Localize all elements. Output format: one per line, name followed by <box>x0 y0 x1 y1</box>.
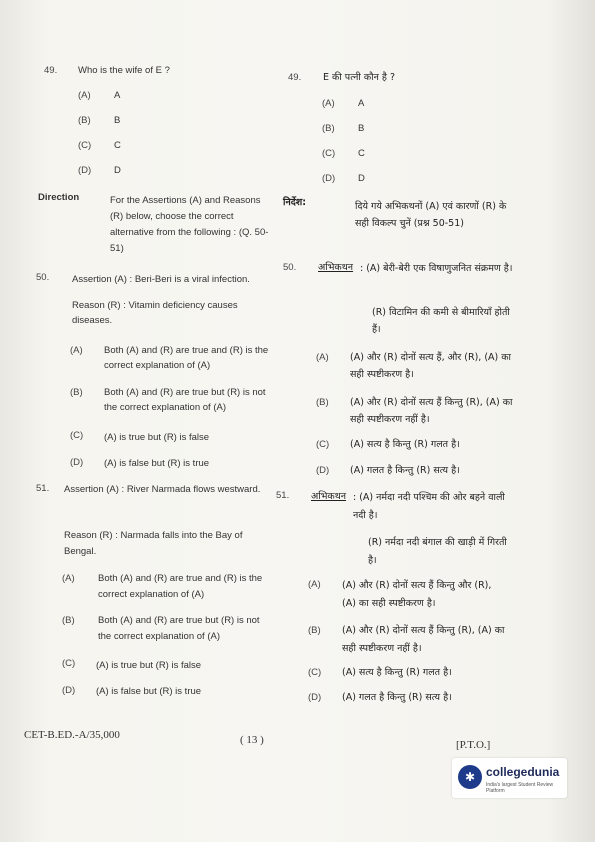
q49-hi-opt-a: A <box>358 98 365 109</box>
q49-en-opt-c-label: (C) <box>78 140 92 151</box>
q50-hi-opt-a: (A) और (R) दोनों सत्य हैं, और (R), (A) का सही स्पष्टीकरण है। <box>350 352 512 380</box>
direction-hi-label: निर्देश: <box>283 197 307 208</box>
q51-hi-opt-b-label: (B) <box>308 625 321 636</box>
q49-hi-opt-b: B <box>358 123 365 134</box>
q50-hi-assertion: : (A) बेरी-बेरी एक विषाणुजनित संक्रमण है। <box>360 263 513 274</box>
q49-en-opt-b: B <box>114 115 121 126</box>
q51-hi-opt-a: (A) और (R) दोनों सत्य हैं किन्तु और (R), (A) का सही स्पष्टीकरण है। <box>342 580 492 609</box>
q50-en-opt-a-label: (A) <box>70 345 83 356</box>
q51-en-opt-c: (A) is true but (R) is false <box>96 660 202 671</box>
q49-hi-number: 49. <box>288 72 302 83</box>
q51-hi-assertion-label: अभिकथन <box>311 491 347 502</box>
q49-en-question: Who is the wife of E ? <box>78 65 170 76</box>
watermark-name: collegedunia <box>486 765 560 779</box>
q49-en-opt-d: D <box>114 165 121 176</box>
q51-hi-opt-a-label: (A) <box>308 579 321 590</box>
collegedunia-logo-icon: ✱ <box>458 765 482 789</box>
q51-en-opt-d-label: (D) <box>62 685 76 696</box>
direction-en-text: For the Assertions (A) and Reasons (R) below, choose the correct alternative from the following : (Q. 50-51) <box>110 195 269 254</box>
q50-hi-opt-b-label: (B) <box>316 397 329 408</box>
q50-en-opt-a: Both (A) and (R) are true and (R) is the correct explanation of (A) <box>104 345 269 371</box>
q50-en-opt-c-label: (C) <box>70 430 84 441</box>
q51-en-assertion: Assertion (A) : River Narmada flows westward. <box>64 484 261 495</box>
q51-hi-assertion: : (A) नर्मदा नदी पश्चिम की ओर बहने वाली नदी है। <box>353 492 505 521</box>
q50-hi-opt-c-label: (C) <box>316 439 330 450</box>
q50-en-opt-b: Both (A) and (R) are true but (R) is not the correct explanation of (A) <box>104 387 266 413</box>
q50-hi-reason: (R) विटामिन की कमी से बीमारियाँ होती हैं। <box>372 307 510 335</box>
q50-hi-opt-a-label: (A) <box>316 352 329 363</box>
q49-hi-question: E की पत्नी कौन है ? <box>323 72 396 83</box>
q51-en-opt-a: Both (A) and (R) are true and (R) is the correct explanation of (A) <box>98 573 263 600</box>
q51-hi-opt-d-label: (D) <box>308 692 322 703</box>
q49-en-opt-a-label: (A) <box>78 90 91 101</box>
q50-en-opt-d-label: (D) <box>70 457 84 468</box>
q51-en-opt-d: (A) is false but (R) is true <box>96 686 202 697</box>
q49-hi-opt-c: C <box>358 148 365 159</box>
direction-hi-text: दिये गये अभिकथनों (A) एवं कारणों (R) के सही विकल्प चुनें (प्रश्न 50-51) <box>355 201 507 229</box>
q51-en-number: 51. <box>36 483 50 494</box>
q50-hi-opt-d: (A) गलत है किन्तु (R) सत्य है। <box>350 465 460 476</box>
footer-code: CET-B.ED.-A/35,000 <box>24 729 120 741</box>
q51-en-reason: Reason (R) : Narmada falls into the Bay of Bengal. <box>64 530 243 557</box>
q50-en-assertion: Assertion (A) : Beri-Beri is a viral infection. <box>72 274 250 285</box>
q50-hi-opt-c: (A) सत्य है किन्तु (R) गलत है। <box>350 439 460 450</box>
q49-en-opt-d-label: (D) <box>78 165 92 176</box>
q49-hi-opt-a-label: (A) <box>322 98 335 109</box>
q51-en-opt-b: Both (A) and (R) are true but (R) is not the correct explanation of (A) <box>98 615 260 642</box>
q49-hi-opt-d-label: (D) <box>322 173 336 184</box>
q50-hi-number: 50. <box>283 262 297 273</box>
q50-hi-assertion-label: अभिकथन <box>318 262 354 273</box>
q50-en-opt-b-label: (B) <box>70 387 83 398</box>
watermark-badge <box>452 758 567 798</box>
q49-hi-opt-d: D <box>358 173 365 184</box>
q49-en-opt-b-label: (B) <box>78 115 91 126</box>
q50-en-number: 50. <box>36 272 50 283</box>
q51-en-opt-a-label: (A) <box>62 573 75 584</box>
q49-en-opt-a: A <box>114 90 121 101</box>
q51-hi-reason: (R) नर्मदा नदी बंगाल की खाड़ी में गिरती है। <box>368 537 507 566</box>
footer-page-number: ( 13 ) <box>240 734 264 746</box>
q50-en-opt-d: (A) is false but (R) is true <box>104 458 210 469</box>
direction-en-label: Direction <box>38 192 80 203</box>
q50-en-reason: Reason (R) : Vitamin deficiency causes diseases. <box>72 300 238 326</box>
footer-pto: [P.T.O.] <box>456 739 491 751</box>
q51-hi-number: 51. <box>276 490 290 501</box>
q50-hi-opt-b: (A) और (R) दोनों सत्य हैं किन्तु (R), (A) का सही स्पष्टीकरण नहीं है। <box>350 397 513 425</box>
q51-hi-opt-d: (A) गलत है किन्तु (R) सत्य है। <box>342 692 452 703</box>
q51-en-opt-c-label: (C) <box>62 658 76 669</box>
q49-hi-opt-b-label: (B) <box>322 123 335 134</box>
q51-hi-opt-b: (A) और (R) दोनों सत्य हैं किन्तु (R), (A) का सही स्पष्टीकरण नहीं है। <box>342 625 505 654</box>
q49-en-opt-c: C <box>114 140 121 151</box>
q51-hi-opt-c-label: (C) <box>308 667 322 678</box>
q50-en-opt-c: (A) is true but (R) is false <box>104 432 210 443</box>
q50-hi-opt-d-label: (D) <box>316 465 330 476</box>
q49-en-number: 49. <box>44 65 58 76</box>
watermark-tagline: India's largest Student Review Platform <box>486 782 554 794</box>
q51-hi-opt-c: (A) सत्य है किन्तु (R) गलत है। <box>342 667 452 678</box>
q51-en-opt-b-label: (B) <box>62 615 75 626</box>
q49-hi-opt-c-label: (C) <box>322 148 336 159</box>
